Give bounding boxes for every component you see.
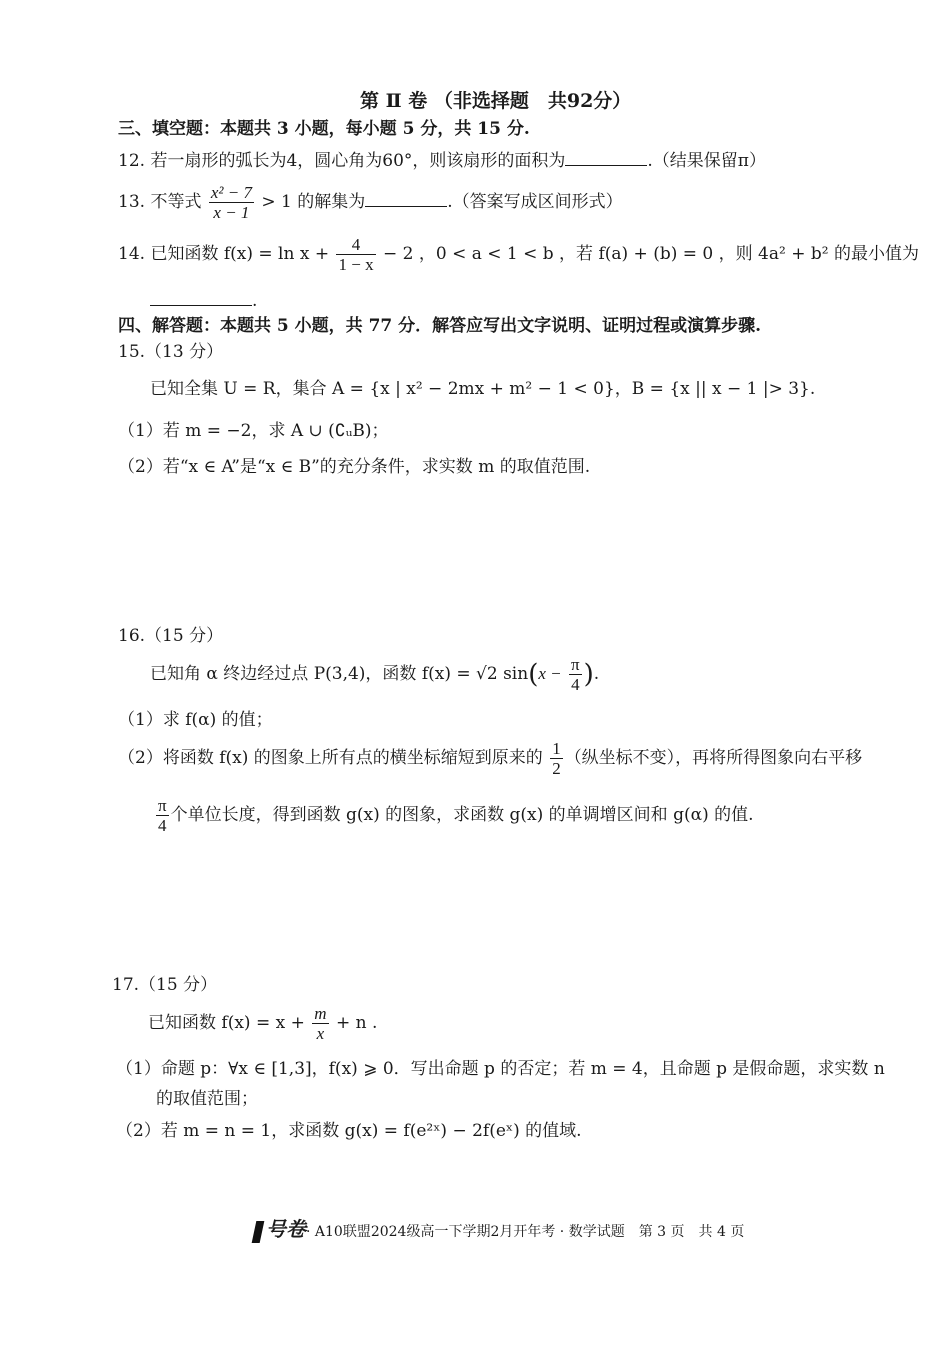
question-13 [118, 184, 623, 221]
question-17-part-2: （2）若 m = n = 1，求函数 g(x) = f(e²ˣ) − 2f(eˣ) 的值域. [116, 1121, 582, 1141]
answer-blank-12 [565, 151, 647, 166]
footer-text: · A10联盟2024级高一下学期2月开年考 · 数学试题 第 3 页 共 4 页 [306, 1224, 745, 1240]
question-13-text: 不等式 [150, 192, 202, 212]
question-14-answer-line [150, 291, 257, 310]
question-16-shift-fraction [156, 797, 169, 834]
question-17-number: 17.（15 分） [112, 975, 218, 995]
question-17-stem-tail: + n . [335, 1013, 378, 1033]
question-12-number: 12. [118, 151, 146, 171]
fraction-denominator: 2 [552, 759, 561, 778]
question-16-part-2-text: （2）将函数 f(x) 的图象上所有点的横坐标缩短到原来的 [118, 748, 543, 768]
question-15-part-2: （2）若“x ∈ A”是“x ∈ B”的充分条件，求实数 m 的取值范围. [118, 457, 591, 477]
question-14-text: 已知函数 f(x) = ln x + [150, 244, 330, 264]
fraction-denominator: x [316, 1024, 325, 1043]
section-4-heading: 四、解答题：本题共 5 小题，共 77 分．解答应写出文字说明、证明过程或演算步骤. [118, 316, 762, 336]
question-12-text: 若一扇形的弧长为4，圆心角为60°，则该扇形的面积为 [150, 151, 566, 171]
right-paren: ) [583, 659, 594, 690]
question-14 [118, 236, 919, 273]
question-17-part-1-continued: 的取值范围； [156, 1089, 258, 1109]
question-15-part-1: （1）若 m = −2，求 A ∪ (∁ᵤB)； [118, 421, 389, 441]
fraction-denominator: 4 [571, 675, 580, 694]
question-16-part-2 [118, 740, 862, 777]
logo-mark-icon [252, 1221, 265, 1243]
question-16-number: 16.（15 分） [118, 626, 224, 646]
footer [254, 1219, 744, 1243]
fraction-denominator: x − 1 [213, 203, 250, 222]
question-16-part-2-text-continued: （纵坐标不变），再将所得图象向右平移 [564, 748, 863, 768]
question-16-part-2-fraction [550, 740, 563, 777]
question-13-number: 13. [118, 192, 146, 212]
fraction-numerator: π [571, 655, 580, 674]
left-paren: ( [528, 659, 539, 690]
question-16-part-2-line-2 [154, 797, 754, 834]
footer-logo: 号卷 [266, 1217, 306, 1241]
question-14-number: 14. [118, 244, 146, 264]
fraction-denominator: 1 − x [338, 255, 374, 274]
fraction-denominator: 4 [158, 816, 167, 835]
question-15-stem: 已知全集 U = R，集合 A = {x | x² − 2mx + m² − 1 < 0}，B = {x || x − 1 |> 3}. [150, 379, 816, 399]
question-13-fraction [209, 184, 254, 221]
question-14-condition: − 2 ，0 < a < 1 < b ，若 f(a) + (b) = 0 ，则 4a² + b² 的最小值为 [382, 244, 919, 264]
question-16-stem-fraction [569, 656, 582, 693]
answer-blank-14 [150, 291, 252, 306]
question-15-number: 15.（13 分） [118, 342, 224, 362]
fraction-numerator: x² − 7 [210, 183, 252, 202]
question-17-part-1: （1）命题 p：∀x ∈ [1,3]，f(x) ⩾ 0．写出命题 p 的否定；若 m = 4，且命题 p 是假命题，求实数 n [116, 1059, 885, 1079]
question-16-part-2-line-2-text: 个单位长度，得到函数 g(x) 的图象，求函数 g(x) 的单调增区间和 g(α) 的值. [170, 805, 754, 825]
question-17-stem [148, 1005, 377, 1042]
section-3-heading: 三、填空题：本题共 3 小题，每小题 5 分，共 15 分. [118, 119, 530, 139]
question-12 [118, 151, 766, 170]
question-14-period: . [252, 291, 258, 311]
fraction-numerator: 4 [336, 236, 375, 255]
question-16-part-1: （1）求 f(α) 的值； [118, 710, 273, 730]
answer-blank-13 [365, 192, 447, 207]
question-16-stem-text: 已知角 α 终边经过点 P(3,4)，函数 f(x) = √2 sin [150, 664, 529, 684]
variable-x: x − [538, 664, 562, 683]
question-13-inequality: > 1 的解集为 [261, 192, 366, 212]
fraction-numerator: m [314, 1004, 327, 1023]
question-17-stem-fraction [312, 1005, 328, 1042]
question-17-stem-text: 已知函数 f(x) = x + [148, 1013, 305, 1033]
fraction-numerator: 1 [552, 739, 561, 758]
fraction-numerator: π [158, 796, 167, 815]
question-13-note: .（答案写成区间形式） [447, 192, 623, 212]
question-16-stem [150, 656, 599, 693]
question-12-note: .（结果保留π） [647, 151, 766, 171]
period: . [593, 664, 600, 684]
page-title: 第 Ⅱ 卷 （非选择题 共92分） [360, 90, 632, 112]
question-14-fraction [336, 236, 375, 273]
